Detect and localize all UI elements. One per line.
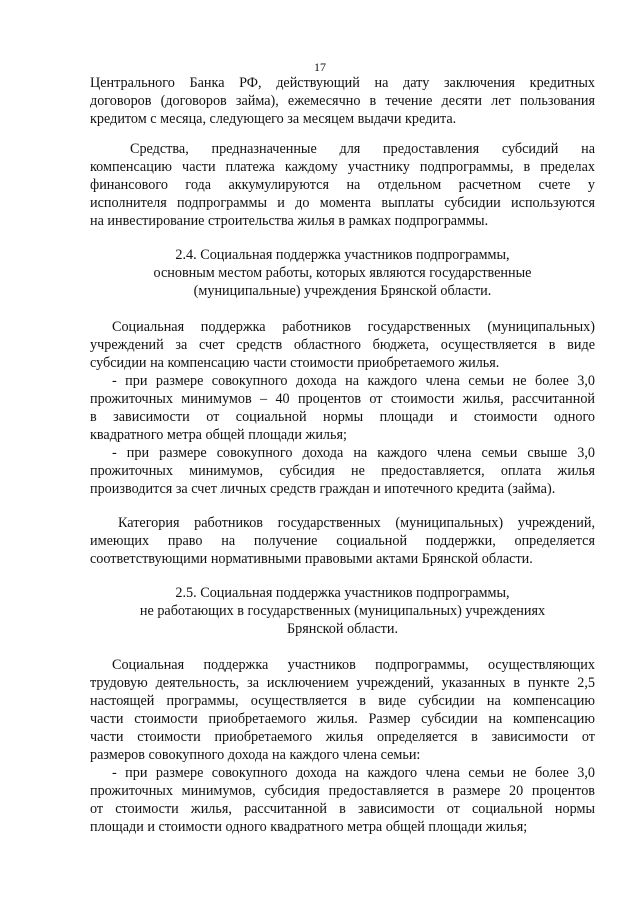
paragraph-gap — [90, 128, 595, 140]
heading-line: не работающих в государственных (муниципальных) учреждениях — [139, 603, 546, 619]
heading-line: основным местом работы, которых являются государственные — [153, 265, 532, 281]
text-line: Социальная поддержка участников подпрограммы, осуществляющих — [112, 657, 595, 673]
text-line: Категория работников государственных (муниципальных) учреждений, — [118, 515, 595, 531]
text-line: имеющих право на получение социальной поддержки, определяется — [90, 533, 595, 549]
text-line: субсидии на компенсацию части стоимости приобретаемого жилья. — [90, 355, 500, 371]
paragraph — [90, 514, 595, 568]
text-line: - при размере совокупного дохода на каждого члена семьи не более 3,0 — [112, 765, 595, 781]
text-line: исполнителя подпрограммы и до момента выплаты субсидии используются — [90, 195, 595, 211]
text-line: соответствующими нормативными правовыми актами Брянской области. — [90, 551, 533, 567]
paragraph-gap — [90, 498, 595, 514]
paragraph — [90, 74, 595, 128]
text-line: от стоимости жилья, рассчитанной в зависимости от социальной нормы — [90, 801, 595, 817]
text-line: площади и стоимости одного квадратного метра общей площади жилья; — [90, 819, 528, 835]
text-line: Средства, предназначенные для предоставления субсидий на — [130, 141, 595, 157]
text-line: в зависимости от социальной нормы площади и стоимости одного — [90, 409, 595, 425]
text-line: прожиточных минимумов, субсидия предоставляется в размере 20 процентов — [90, 783, 595, 799]
text-line: части стоимости приобретаемого жилья. Размер субсидии на компенсацию — [90, 711, 595, 727]
heading-line: Брянской области. — [286, 621, 399, 637]
text-line: компенсацию части платежа каждому участнику подпрограммы, в пределах — [90, 159, 595, 175]
text-line: прожиточных минимумов, субсидия не предоставляется, оплата жилья — [90, 463, 595, 479]
text-line: - при размере совокупного дохода на каждого члена семьи не более 3,0 — [112, 373, 595, 389]
text-line: кредитом с месяца, следующего за месяцем выдачи кредита. — [90, 111, 457, 127]
paragraph-gap — [90, 568, 595, 584]
paragraph-gap — [90, 300, 595, 318]
text-line: - при размере совокупного дохода на каждого члена семьи свыше 3,0 — [112, 445, 595, 461]
text-line: Центрального Банка РФ, действующий на дату заключения кредитных — [90, 75, 595, 91]
page-number: 17 — [314, 60, 326, 74]
text-line: размеров совокупного дохода на каждого члена семьи: — [90, 747, 421, 763]
paragraph — [90, 140, 595, 230]
paragraph — [90, 318, 595, 498]
text-line: трудовую деятельность, за исключением учреждений, указанных в пункте 2,5 — [90, 675, 595, 691]
text-line: производится за счет личных средств граждан и ипотечного кредита (займа). — [90, 481, 556, 497]
heading-line: 2.5. Социальная поддержка участников подпрограммы, — [175, 585, 510, 601]
paragraph-gap — [90, 230, 595, 246]
paragraph — [90, 656, 595, 836]
text-line: на инвестирование строительства жилья в рамках подпрограммы. — [90, 213, 489, 229]
heading-line: (муниципальные) учреждения Брянской области. — [193, 283, 492, 299]
text-line: прожиточных минимумов – 40 процентов от стоимости жилья, рассчитанной — [90, 391, 595, 407]
section-heading — [90, 246, 595, 300]
text-line: договоров (договоров займа), ежемесячно в течение десяти лет пользования — [90, 93, 595, 109]
text-line: квадратного метра общей площади жилья; — [90, 427, 347, 443]
text-line: настоящей программы, осуществляется в виде субсидии на компенсацию — [90, 693, 595, 709]
text-line: учреждений за счет средств областного бюджета, осуществляется в виде — [90, 337, 595, 353]
heading-line: 2.4. Социальная поддержка участников подпрограммы, — [175, 247, 510, 263]
paragraph-gap — [90, 638, 595, 656]
text-line: финансового года аккумулируются на отдельном расчетном счете у — [90, 177, 595, 193]
text-line: Социальная поддержка работников государственных (муниципальных) — [112, 319, 595, 335]
text-line: части стоимости приобретаемого жилья определяется в зависимости от — [90, 729, 595, 745]
document-body — [90, 74, 595, 836]
section-heading — [90, 584, 595, 638]
